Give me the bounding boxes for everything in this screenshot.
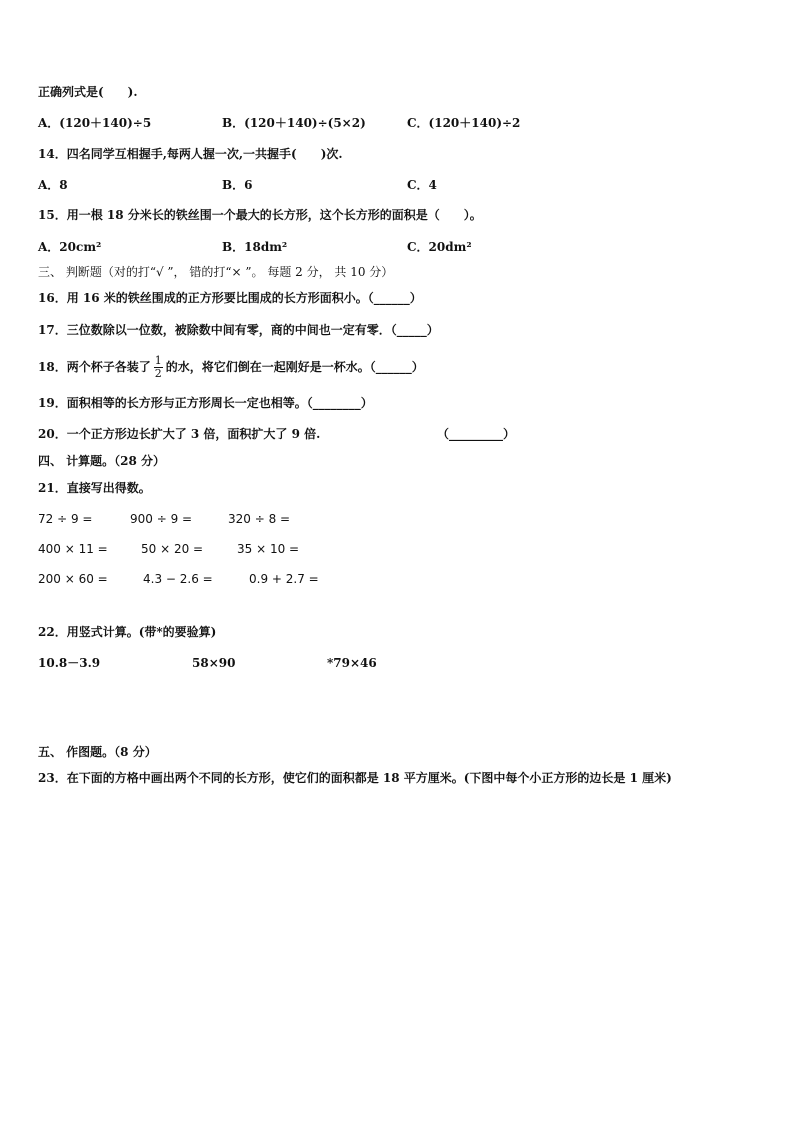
q21-expr-7: 200 × 60 =	[38, 572, 108, 586]
q20-blank: （_________）	[437, 427, 516, 441]
q21-expr-6: 35 × 10 =	[237, 542, 300, 556]
q16-text: 16．用 16 米的铁丝围成的正方形要比围成的长方形面积小。（______）	[38, 291, 422, 305]
q18-fraction-denominator: 2	[154, 367, 162, 380]
q21-expr-9: 0.9 + 2.7 =	[249, 572, 319, 586]
q18-fraction	[154, 355, 163, 380]
q21-expr-2: 900 ÷ 9 =	[130, 512, 193, 526]
q18-before: 18．两个杯子各装了	[38, 360, 151, 374]
q22-item-1: 10.8－3.9	[38, 656, 101, 670]
section-5-title: 五、 作图题。（8 分）	[38, 745, 157, 759]
q21-stem: 21．直接写出得数。	[38, 481, 151, 495]
q23-text: 23．在下面的方格中画出两个不同的长方形，使它们的面积都是 18 平方厘米。(下图中每个小正方形的边长是 1 厘米)	[38, 771, 672, 785]
q15-stem: 15．用一根 18 分米长的铁丝围一个最大的长方形，这个长方形的面积是（ ）。	[38, 208, 482, 222]
q19-text: 19．面积相等的长方形与正方形周长一定也相等。（________）	[38, 396, 373, 410]
q13-option-a: A．(120＋140)÷5	[38, 116, 152, 130]
q17-text: 17．三位数除以一位数，被除数中间有零，商的中间也一定有零．（_____）	[38, 323, 439, 337]
section-4-title: 四、 计算题。（28 分）	[38, 454, 166, 468]
q15-option-b: B．18dm²	[222, 240, 288, 254]
q18-text	[38, 352, 424, 382]
q14-stem: 14．四名同学互相握手,每两人握一次,一共握手( )次.	[38, 147, 343, 161]
q15-option-a: A．20cm²	[38, 240, 102, 254]
section-3-title: 三、 判断题（对的打“√ ”， 错的打“× ”。 每题 2 分， 共 10 分）	[38, 265, 394, 279]
q14-option-c: C．4	[407, 178, 437, 192]
q21-expr-8: 4.3 − 2.6 =	[143, 572, 213, 586]
q21-expr-4: 400 × 11 =	[38, 542, 108, 556]
q13-option-b: B．(120＋140)÷(5×2)	[222, 116, 366, 130]
q18-after: 的水，将它们倒在一起刚好是一杯水。（______）	[165, 360, 424, 374]
q22-item-3: *79×46	[327, 656, 377, 670]
q22-stem: 22．用竖式计算。(带*的要验算)	[38, 625, 217, 639]
q14-option-b: B．6	[222, 178, 253, 192]
q20-text: 20．一个正方形边长扩大了 3 倍，面积扩大了 9 倍.	[38, 427, 321, 441]
q14-option-a: A．8	[38, 178, 68, 192]
q21-expr-3: 320 ÷ 8 =	[228, 512, 291, 526]
q21-expr-5: 50 × 20 =	[141, 542, 204, 556]
q21-expr-1: 72 ÷ 9 =	[38, 512, 93, 526]
q15-option-c: C．20dm²	[407, 240, 472, 254]
q13-stem: 正确列式是( ).	[38, 85, 138, 99]
q18-fraction-numerator: 1	[154, 354, 162, 367]
q13-option-c: C．(120＋140)÷2	[407, 116, 521, 130]
q22-item-2: 58×90	[192, 656, 236, 670]
